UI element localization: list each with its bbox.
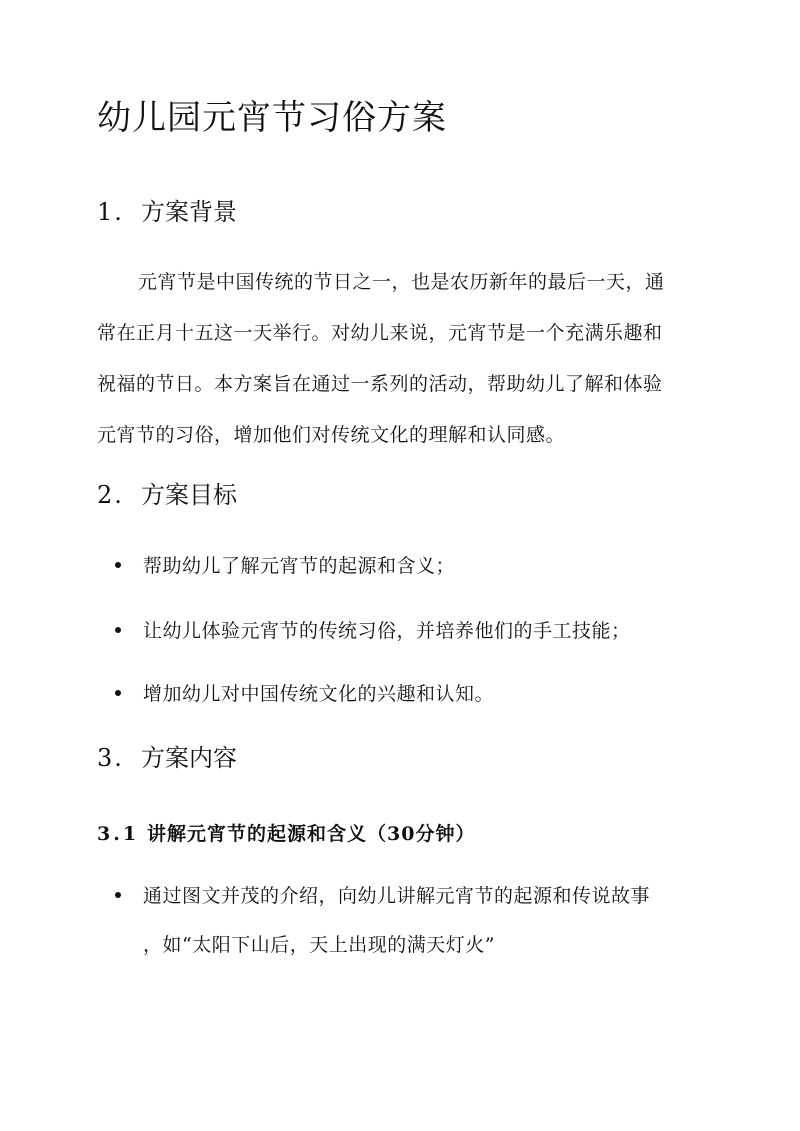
document-title: 幼儿园元宵节习俗方案 [97, 98, 447, 138]
section-title: 方案目标 [141, 481, 237, 509]
list-item [115, 552, 455, 580]
list-item-text: 帮助幼儿了解元宵节的起源和含义； [143, 555, 456, 577]
section-title: 方案背景 [141, 198, 237, 226]
list-item [115, 617, 631, 645]
list-item-text: 通过图文并茂的介绍，向幼儿讲解元宵节的起源和传说故事 [143, 885, 651, 907]
bullet-icon [115, 892, 121, 898]
list-item [115, 680, 494, 708]
subsection-number: 3.1 [97, 823, 140, 845]
bullet-icon [115, 562, 121, 568]
section-heading-content [97, 741, 237, 775]
list-item-continuation: ，如“太阳下山后，天上出现的满天灯火” [143, 934, 495, 956]
bullet-icon [115, 627, 121, 633]
section-heading-background [97, 195, 237, 229]
paragraph-line: 元宵节的习俗，增加他们对传统文化的理解和认同感。 [97, 424, 566, 446]
paragraph-line: 祝福的节日。本方案旨在通过一系列的活动，帮助幼儿了解和体验 [97, 373, 663, 395]
list-item [115, 882, 650, 910]
subsection-title: 讲解元宵节的起源和含义（30分钟） [147, 823, 476, 845]
section-number: 2. [97, 481, 124, 509]
bullet-icon [115, 690, 121, 696]
section-number: 3. [97, 744, 124, 772]
section-heading-goals [97, 478, 237, 512]
paragraph-line: 常在正月十五这一天举行。对幼儿来说，元宵节是一个充满乐趣和 [97, 322, 663, 344]
list-item-text: 让幼儿体验元宵节的传统习俗，并培养他们的手工技能； [143, 620, 631, 642]
section-number: 1. [97, 198, 124, 226]
background-paragraph [97, 257, 705, 461]
list-item-text: 增加幼儿对中国传统文化的兴趣和认知。 [143, 683, 495, 705]
paragraph-line: 元宵节是中国传统的节日之一，也是农历新年的最后一天，通 [138, 271, 665, 293]
subsection-heading [97, 820, 475, 848]
section-title: 方案内容 [141, 744, 237, 772]
